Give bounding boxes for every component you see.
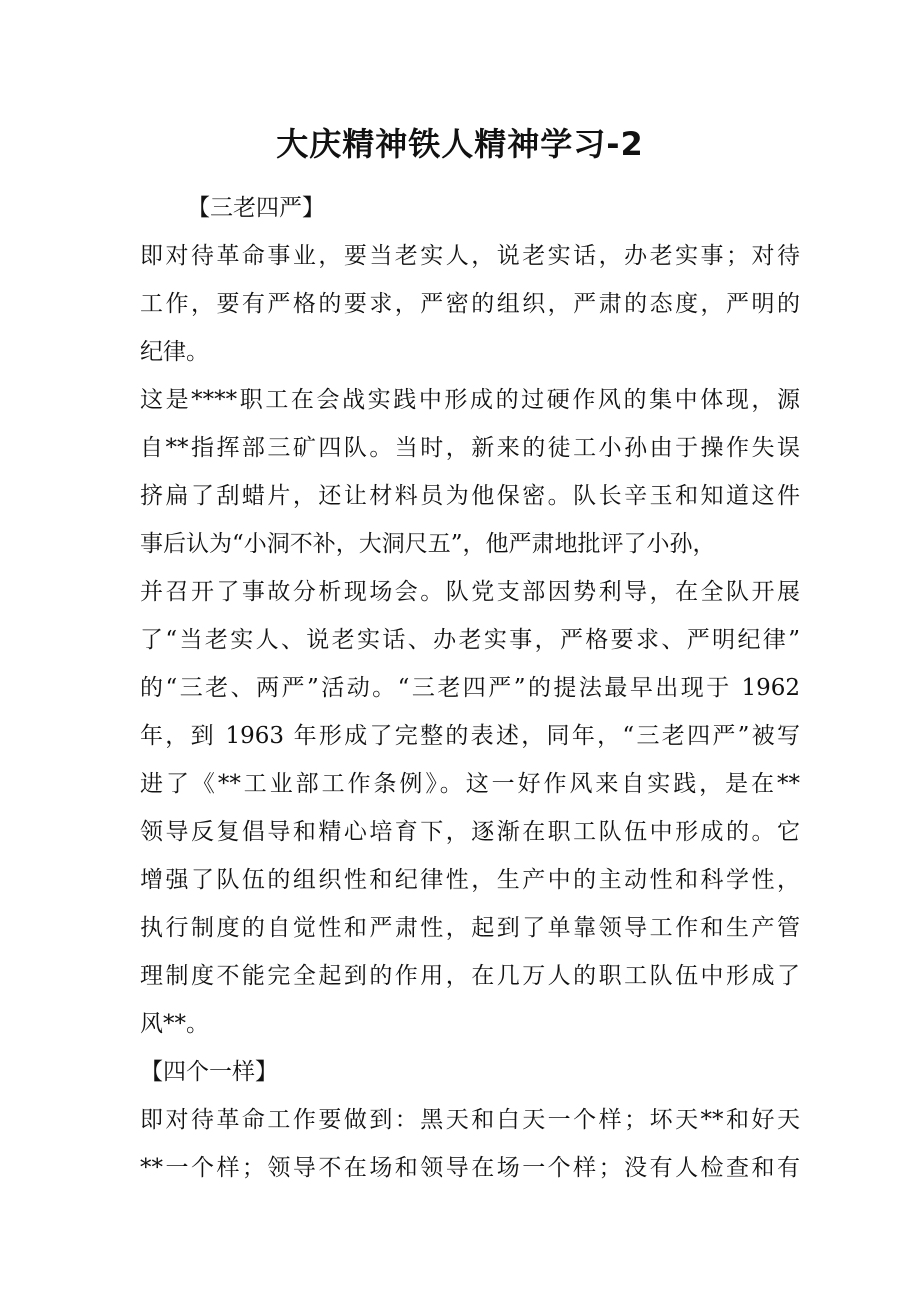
paragraph-line: 的“三老、两严”活动。“三老四严”的提法最早出现于 1962 bbox=[140, 675, 800, 701]
paragraph-line: 即对待革命工作要做到：黑天和白天一个样；坏天**和好天 bbox=[140, 1107, 800, 1133]
paragraph-line: **一个样；领导不在场和领导在场一个样；没有人检查和有 bbox=[140, 1155, 800, 1181]
paragraph-line: 纪律。 bbox=[140, 339, 209, 365]
paragraph-line: 理制度不能完全起到的作用，在几万人的职工队伍中形成了 bbox=[140, 963, 800, 989]
paragraph-line: 挤扁了刮蜡片，还让材料员为他保密。队长辛玉和知道这件 bbox=[140, 483, 800, 509]
paragraph-line: 并召开了事故分析现场会。队党支部因势利导，在全队开展 bbox=[140, 579, 800, 605]
paragraph-line: 进了《**工业部工作条例》。这一好作风来自实践，是在** bbox=[140, 771, 800, 797]
document-body bbox=[140, 184, 800, 1192]
paragraph-line: 风**。 bbox=[140, 1011, 209, 1037]
paragraph-line: 这是****职工在会战实践中形成的过硬作风的集中体现，源 bbox=[140, 387, 800, 413]
section-heading-san-lao-si-yan: 【三老四严】 bbox=[187, 195, 325, 221]
paragraph-line: 自**指挥部三矿四队。当时，新来的徒工小孙由于操作失误 bbox=[140, 435, 800, 461]
paragraph-line: 增强了队伍的组织性和纪律性，生产中的主动性和科学性， bbox=[140, 867, 800, 893]
paragraph-line: 即对待革命事业，要当老实人，说老实话，办老实事；对待 bbox=[140, 243, 800, 269]
paragraph-line: 年，到 1963 年形成了完整的表述，同年，“三老四严”被写 bbox=[140, 723, 800, 749]
paragraph-line: 工作，要有严格的要求，严密的组织，严肃的态度，严明的 bbox=[140, 291, 800, 317]
section-heading-si-ge-yi-yang: 【四个一样】 bbox=[140, 1059, 278, 1085]
paragraph-line: 执行制度的自觉性和严肃性，起到了单靠领导工作和生产管 bbox=[140, 915, 800, 941]
paragraph-line: 了“当老实人、说老实话、办老实事，严格要求、严明纪律” bbox=[140, 627, 800, 653]
paragraph-line: 领导反复倡导和精心培育下，逐渐在职工队伍中形成的。它 bbox=[140, 819, 800, 845]
paragraph-line: 事后认为“小洞不补，大洞尺五”，他严肃地批评了小孙， bbox=[140, 531, 716, 557]
document-title: 大庆精神铁人精神学习-2 bbox=[276, 125, 644, 163]
